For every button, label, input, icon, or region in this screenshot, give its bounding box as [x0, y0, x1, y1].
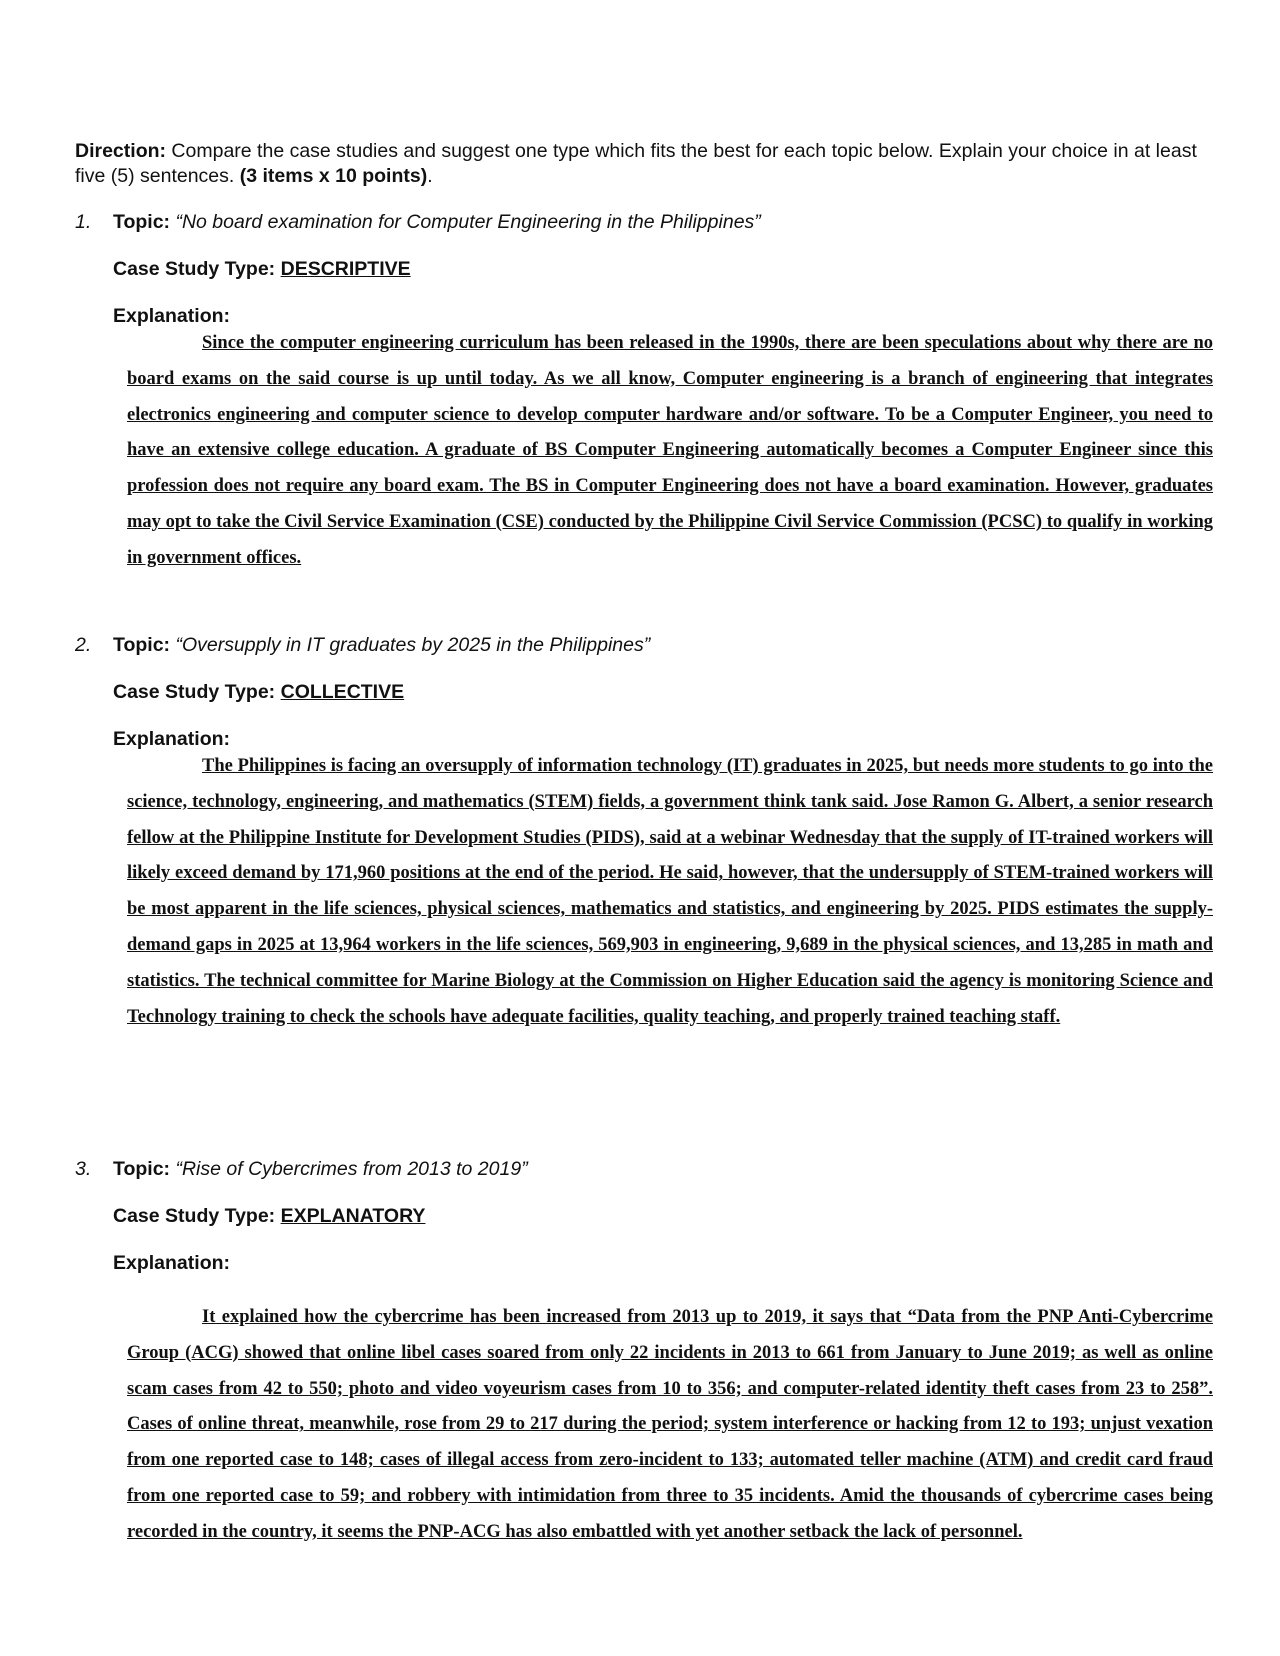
direction-body: Compare the case studies and suggest one type which fits the best for each topic below. Explain your choice in at least five (5) sentences.	[75, 140, 1197, 187]
case-study-type	[113, 1205, 425, 1228]
case-study-type	[113, 681, 404, 704]
case-study-type-value: COLLECTIVE	[280, 681, 405, 703]
direction-points: (3 items x 10 points)	[239, 165, 428, 187]
topic-text: “Oversupply in IT graduates by 2025 in the Philippines”	[170, 634, 651, 656]
case-study-type-label: Case Study Type:	[113, 681, 281, 703]
explanation-paragraph: The Philippines is facing an oversupply of information technology (IT) graduates in 2025, but needs more students to go into the science, technology, engineering, and mathematics (STEM) fields, a government think tank said. Jose Ramon G. Albert, a senior research fellow at the Philippine Institute for Development Studies (PIDS), said at a webinar Wednesday that the supply of IT-trained workers will likely exceed demand by 171,960 positions at the end of the period. He said, however, that the undersupply of STEM-trained workers will be most apparent in the life sciences, physical sciences, mathematics and statistics, and engineering by 2025. PIDS estimates the supply-demand gaps in 2025 at 13,964 workers in the life sciences, 569,903 in engineering, 9,689 in the physical sciences, and 13,285 in math and statistics. The technical committee for Marine Biology at the Commission on Higher Education said the agency is monitoring Science and Technology training to check the schools have adequate facilities, quality teaching, and properly trained teaching staff.	[127, 756, 1213, 1027]
topic-line	[113, 211, 761, 234]
item-number: 1.	[75, 211, 92, 233]
explanation-label: Explanation:	[113, 305, 231, 327]
topic-label: Topic:	[113, 211, 171, 233]
topic-text: “Rise of Cybercrimes from 2013 to 2019”	[170, 1158, 528, 1180]
case-study-type-value: EXPLANATORY	[280, 1205, 426, 1227]
case-study-type-label: Case Study Type:	[113, 258, 281, 280]
explanation-label: Explanation:	[113, 1252, 231, 1274]
direction-end: .	[427, 165, 433, 187]
topic-line	[113, 634, 650, 657]
item-number: 3.	[75, 1158, 92, 1180]
explanation-label: Explanation:	[113, 728, 231, 750]
explanation-paragraph: It explained how the cybercrime has been increased from 2013 up to 2019, it says that “Data from the PNP Anti-Cybercrime Group (ACG) showed that online libel cases soared from only 22 incidents in 2013 to 661 from January to June 2019; as well as online scam cases from 42 to 550; photo and video voyeurism cases from 10 to 356; and computer-related identity theft cases from 23 to 258”. Cases of online threat, meanwhile, rose from 29 to 217 during the period; system interference or hacking from 12 to 193; unjust vexation from one reported case to 148; cases of illegal access from zero-incident to 133; automated teller machine (ATM) and credit card fraud from one reported case to 59; and robbery with intimidation from three to 35 incidents. Amid the thousands of cybercrime cases being recorded in the country, it seems the PNP-ACG has also embattled with yet another setback the lack of personnel.	[127, 1307, 1213, 1542]
case-study-type-label: Case Study Type:	[113, 1205, 281, 1227]
topic-text: “No board examination for Computer Engineering in the Philippines”	[170, 211, 761, 233]
topic-label: Topic:	[113, 634, 171, 656]
explanation-paragraph: Since the computer engineering curriculum has been released in the 1990s, there are been speculations about why there are no board exams on the said course is up until today. As we all know, Computer engineering is a branch of engineering that integrates electronics engineering and computer science to develop computer hardware and/or software. To be a Computer Engineer, you need to have an extensive college education. A graduate of BS Computer Engineering automatically becomes a Computer Engineer since this profession does not require any board exam. The BS in Computer Engineering does not have a board examination. However, graduates may opt to take the Civil Service Examination (CSE) conducted by the Philippine Civil Service Commission (PCSC) to qualify in working in government offices.	[127, 333, 1213, 568]
direction-text	[75, 139, 1205, 189]
direction-label: Direction:	[75, 140, 167, 162]
item-number: 2.	[75, 634, 92, 656]
topic-line	[113, 1158, 528, 1181]
topic-label: Topic:	[113, 1158, 171, 1180]
case-study-type	[113, 258, 411, 281]
case-study-type-value: DESCRIPTIVE	[280, 258, 411, 280]
